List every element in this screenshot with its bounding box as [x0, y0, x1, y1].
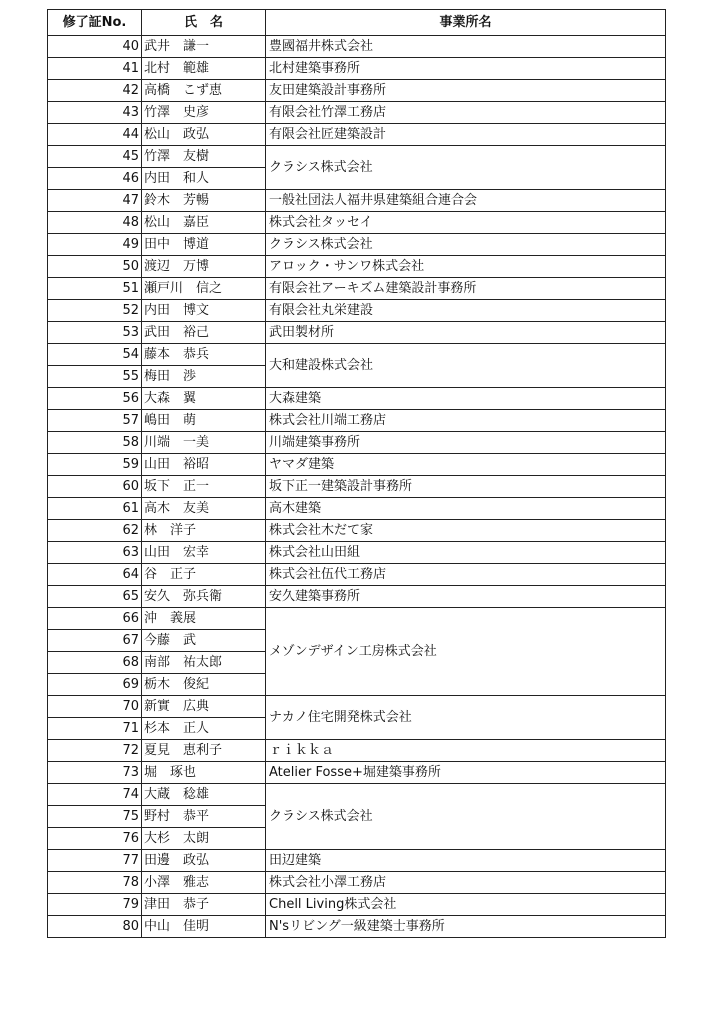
person-name-cell: 川端 一美: [142, 432, 266, 454]
person-name-cell: 田中 博道: [142, 234, 266, 256]
office-name-cell: 北村建築事務所: [266, 58, 666, 80]
person-name-cell: 嶋田 萌: [142, 410, 266, 432]
office-name-cell: 株式会社伍代工務店: [266, 564, 666, 586]
person-name-cell: 堀 琢也: [142, 762, 266, 784]
person-name-cell: 津田 恭子: [142, 894, 266, 916]
office-name-cell: 一般社団法人福井県建築組合連合会: [266, 190, 666, 212]
certificate-no-cell: 71: [48, 718, 142, 740]
person-name-cell: 谷 正子: [142, 564, 266, 586]
header-office-name: 事業所名: [266, 10, 666, 36]
certificate-no-cell: 46: [48, 168, 142, 190]
certificate-no-cell: 60: [48, 476, 142, 498]
header-name: 氏 名: [142, 10, 266, 36]
certificate-no-cell: 76: [48, 828, 142, 850]
office-name-cell: ｒｉｋｋａ: [266, 740, 666, 762]
table-row: [48, 520, 666, 542]
office-name-cell: N'sリビング一級建築士事務所: [266, 916, 666, 938]
person-name-cell: 山田 宏幸: [142, 542, 266, 564]
table-row: [48, 344, 666, 366]
person-name-cell: 新實 広典: [142, 696, 266, 718]
table-row: [48, 256, 666, 278]
certificate-no-cell: 50: [48, 256, 142, 278]
table-row: [48, 410, 666, 432]
certificate-no-cell: 73: [48, 762, 142, 784]
certificate-no-cell: 43: [48, 102, 142, 124]
office-name-cell: 田辺建築: [266, 850, 666, 872]
table-row: [48, 894, 666, 916]
person-name-cell: 内田 博文: [142, 300, 266, 322]
person-name-cell: 鈴木 芳暢: [142, 190, 266, 212]
certificate-no-cell: 75: [48, 806, 142, 828]
table-row: [48, 36, 666, 58]
office-name-cell: 有限会社匠建築設計: [266, 124, 666, 146]
certificate-no-cell: 77: [48, 850, 142, 872]
person-name-cell: 中山 佳明: [142, 916, 266, 938]
person-name-cell: 高橋 こず恵: [142, 80, 266, 102]
certificate-no-cell: 51: [48, 278, 142, 300]
table-row: [48, 762, 666, 784]
certificate-no-cell: 40: [48, 36, 142, 58]
person-name-cell: 栃木 俊紀: [142, 674, 266, 696]
header-certificate-no: 修了証No.: [48, 10, 142, 36]
table-row: [48, 476, 666, 498]
person-name-cell: 大杉 太朗: [142, 828, 266, 850]
office-name-cell: 川端建築事務所: [266, 432, 666, 454]
certificate-no-cell: 58: [48, 432, 142, 454]
table-row: [48, 696, 666, 718]
office-name-cell: 大森建築: [266, 388, 666, 410]
table-row: [48, 234, 666, 256]
certificate-no-cell: 78: [48, 872, 142, 894]
table-row: [48, 300, 666, 322]
certificate-no-cell: 54: [48, 344, 142, 366]
table-row: [48, 498, 666, 520]
person-name-cell: 南部 祐太郎: [142, 652, 266, 674]
office-name-cell: 株式会社小澤工務店: [266, 872, 666, 894]
office-name-cell: ナカノ住宅開発株式会社: [266, 696, 666, 740]
certificate-no-cell: 53: [48, 322, 142, 344]
table-row: [48, 322, 666, 344]
office-name-cell: 高木建築: [266, 498, 666, 520]
certificate-no-cell: 62: [48, 520, 142, 542]
certificate-no-cell: 55: [48, 366, 142, 388]
person-name-cell: 武田 裕己: [142, 322, 266, 344]
table-body: [48, 36, 666, 938]
certificate-no-cell: 42: [48, 80, 142, 102]
certificate-no-cell: 57: [48, 410, 142, 432]
office-name-cell: メゾンデザイン工房株式会社: [266, 608, 666, 696]
office-name-cell: 坂下正一建築設計事務所: [266, 476, 666, 498]
office-name-cell: 株式会社タッセイ: [266, 212, 666, 234]
person-name-cell: 高木 友美: [142, 498, 266, 520]
certificate-no-cell: 66: [48, 608, 142, 630]
table-row: [48, 784, 666, 806]
table-row: [48, 608, 666, 630]
table-row: [48, 586, 666, 608]
table-row: [48, 58, 666, 80]
person-name-cell: 山田 裕昭: [142, 454, 266, 476]
office-name-cell: 有限会社丸栄建設: [266, 300, 666, 322]
office-name-cell: 武田製材所: [266, 322, 666, 344]
table-row: [48, 388, 666, 410]
person-name-cell: 野村 恭平: [142, 806, 266, 828]
certificate-no-cell: 45: [48, 146, 142, 168]
certificate-no-cell: 49: [48, 234, 142, 256]
person-name-cell: 瀬戸川 信之: [142, 278, 266, 300]
person-name-cell: 竹澤 友樹: [142, 146, 266, 168]
certificate-no-cell: 65: [48, 586, 142, 608]
certificate-no-cell: 68: [48, 652, 142, 674]
office-name-cell: Chell Living株式会社: [266, 894, 666, 916]
certificate-no-cell: 64: [48, 564, 142, 586]
office-name-cell: 株式会社川端工務店: [266, 410, 666, 432]
table-row: [48, 916, 666, 938]
certificate-no-cell: 79: [48, 894, 142, 916]
person-name-cell: 北村 範雄: [142, 58, 266, 80]
office-name-cell: Atelier Fosse+堀建築事務所: [266, 762, 666, 784]
person-name-cell: 安久 弥兵衛: [142, 586, 266, 608]
certificate-no-cell: 72: [48, 740, 142, 762]
certificate-no-cell: 70: [48, 696, 142, 718]
certificate-no-cell: 69: [48, 674, 142, 696]
certificate-no-cell: 41: [48, 58, 142, 80]
table-header: [48, 10, 666, 36]
certificate-no-cell: 61: [48, 498, 142, 520]
header-row: [48, 10, 666, 36]
certificate-no-cell: 67: [48, 630, 142, 652]
table-row: [48, 190, 666, 212]
office-name-cell: 豊國福井株式会社: [266, 36, 666, 58]
person-name-cell: 内田 和人: [142, 168, 266, 190]
table-row: [48, 850, 666, 872]
person-name-cell: 竹澤 史彦: [142, 102, 266, 124]
office-name-cell: 有限会社アーキズム建築設計事務所: [266, 278, 666, 300]
person-name-cell: 松山 政弘: [142, 124, 266, 146]
table-row: [48, 124, 666, 146]
table-row: [48, 146, 666, 168]
office-name-cell: 有限会社竹澤工務店: [266, 102, 666, 124]
person-name-cell: 武井 謙一: [142, 36, 266, 58]
office-name-cell: クラシス株式会社: [266, 784, 666, 850]
certificate-no-cell: 52: [48, 300, 142, 322]
table-row: [48, 278, 666, 300]
certificate-no-cell: 56: [48, 388, 142, 410]
table-row: [48, 212, 666, 234]
certificate-no-cell: 74: [48, 784, 142, 806]
table-row: [48, 542, 666, 564]
person-name-cell: 大蔵 稔雄: [142, 784, 266, 806]
certificate-no-cell: 48: [48, 212, 142, 234]
office-name-cell: ヤマダ建築: [266, 454, 666, 476]
person-name-cell: 渡辺 万博: [142, 256, 266, 278]
office-name-cell: 株式会社木だて家: [266, 520, 666, 542]
person-name-cell: 大森 翼: [142, 388, 266, 410]
person-name-cell: 松山 嘉臣: [142, 212, 266, 234]
person-name-cell: 小澤 雅志: [142, 872, 266, 894]
office-name-cell: 株式会社山田組: [266, 542, 666, 564]
person-name-cell: 田邊 政弘: [142, 850, 266, 872]
certificate-no-cell: 80: [48, 916, 142, 938]
person-name-cell: 沖 義展: [142, 608, 266, 630]
table-row: [48, 740, 666, 762]
certificate-no-cell: 44: [48, 124, 142, 146]
office-name-cell: 大和建設株式会社: [266, 344, 666, 388]
person-name-cell: 今藤 武: [142, 630, 266, 652]
table-row: [48, 564, 666, 586]
certificate-no-cell: 59: [48, 454, 142, 476]
person-name-cell: 坂下 正一: [142, 476, 266, 498]
certificate-no-cell: 47: [48, 190, 142, 212]
person-name-cell: 杉本 正人: [142, 718, 266, 740]
office-name-cell: 安久建築事務所: [266, 586, 666, 608]
certificate-no-cell: 63: [48, 542, 142, 564]
person-name-cell: 梅田 渉: [142, 366, 266, 388]
office-name-cell: アロック・サンワ株式会社: [266, 256, 666, 278]
table-row: [48, 872, 666, 894]
person-name-cell: 藤本 恭兵: [142, 344, 266, 366]
person-name-cell: 夏見 恵利子: [142, 740, 266, 762]
person-name-cell: 林 洋子: [142, 520, 266, 542]
certificate-table: [47, 9, 666, 938]
office-name-cell: クラシス株式会社: [266, 146, 666, 190]
table-row: [48, 80, 666, 102]
office-name-cell: クラシス株式会社: [266, 234, 666, 256]
table-row: [48, 432, 666, 454]
table-row: [48, 454, 666, 476]
office-name-cell: 友田建築設計事務所: [266, 80, 666, 102]
table-row: [48, 102, 666, 124]
